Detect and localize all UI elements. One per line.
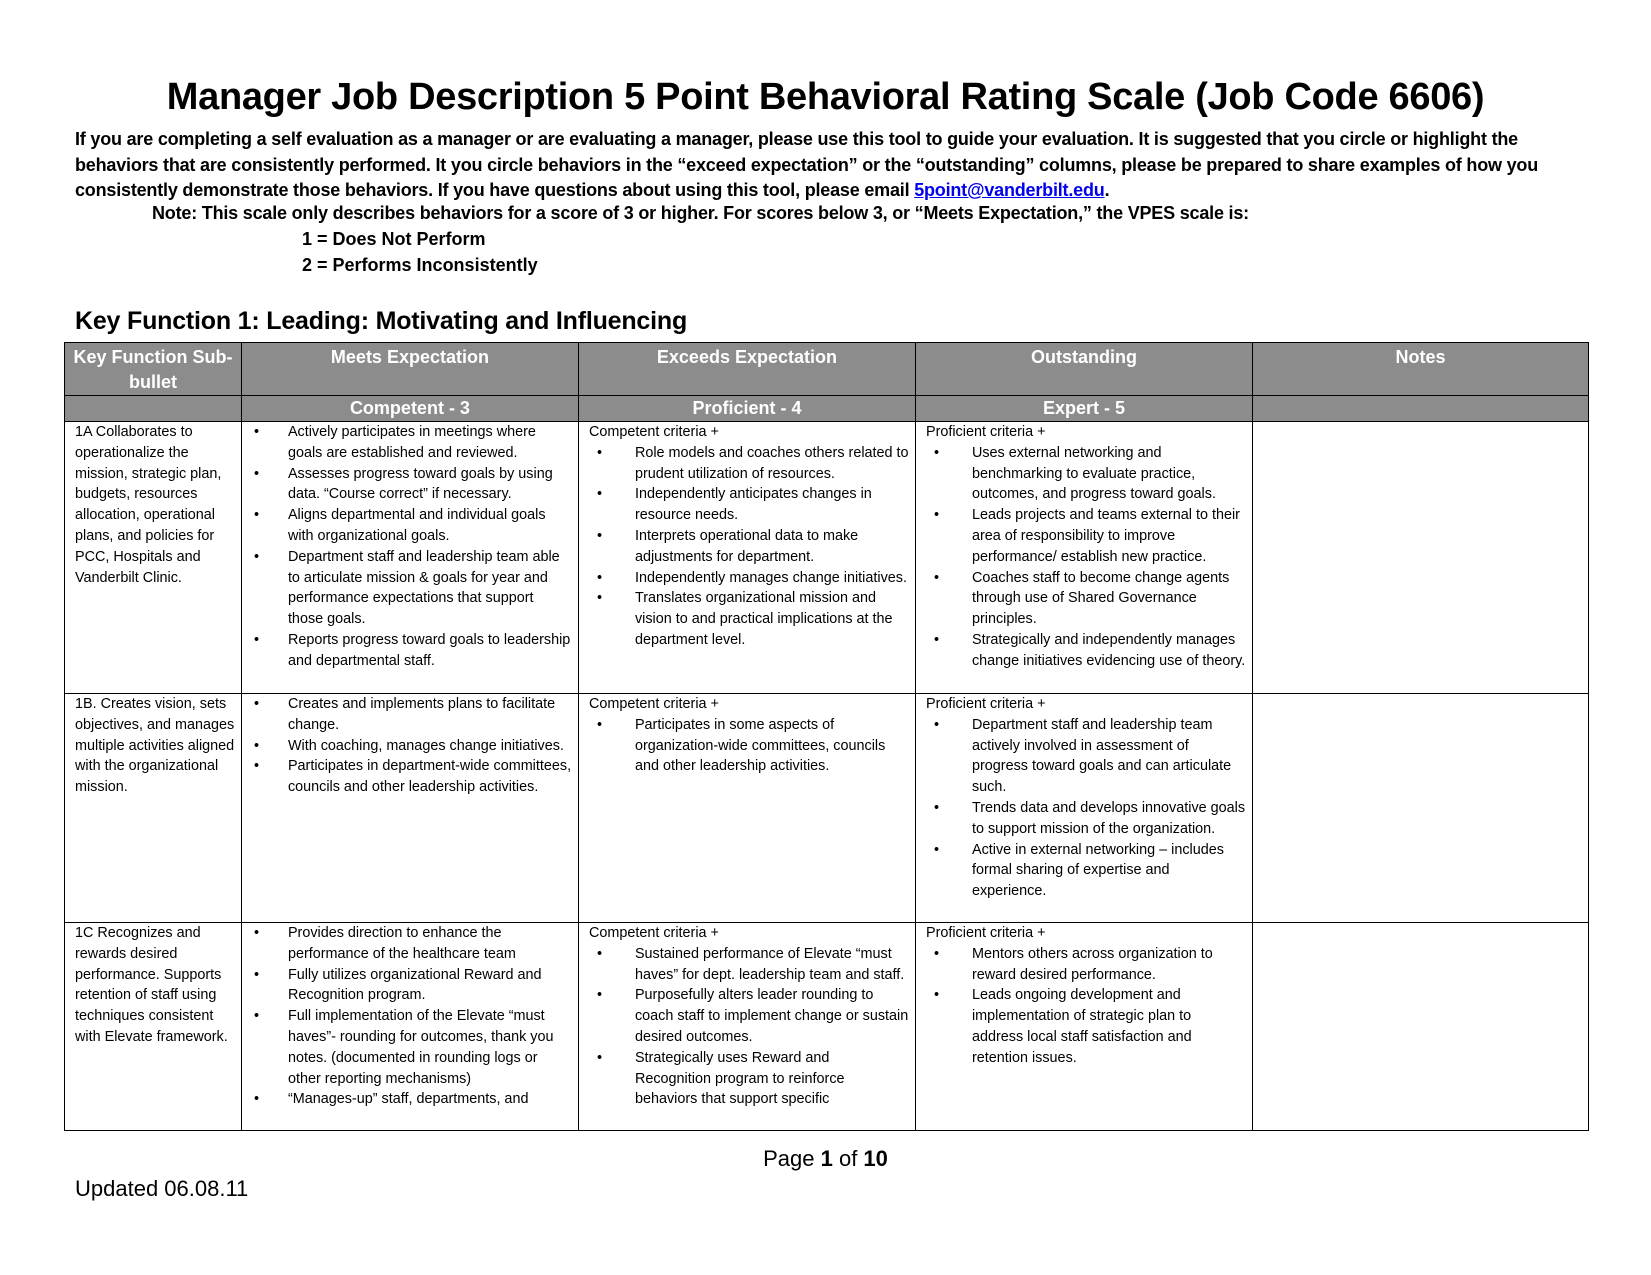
table-header-row <box>65 343 1589 396</box>
table-subheader-row <box>65 396 1589 422</box>
list-item: • Active in external networking – includes formal sharing of expertise and experience. <box>972 840 1246 902</box>
subheader-empty <box>65 396 242 422</box>
list-item: • Assesses progress toward goals by using data. “Course correct” if necessary. <box>288 464 572 506</box>
meets-cell <box>241 923 578 1131</box>
list-item: • Department staff and leadership team able to articulate mission & goals for year and performance expectations that support those goals. <box>288 547 572 630</box>
list-item: • “Manages-up” staff, departments, and <box>288 1089 572 1110</box>
subheader-competent: Competent - 3 <box>241 396 578 422</box>
document-title: Manager Job Description 5 Point Behavioral Rating Scale (Job Code 6606) <box>166 76 1485 118</box>
header-outstanding: Outstanding <box>915 343 1252 396</box>
meets-cell <box>241 422 578 694</box>
meets-cell <box>241 694 578 923</box>
function-cell: 1A Collaborates to operationalize the mission, strategic plan, budgets, resources allocation, operational plans, and policies for PCC, Hospitals and Vanderbilt Clinic. <box>65 422 242 694</box>
list-item: • Coaches staff to become change agents through use of Shared Governance principles. <box>972 568 1246 630</box>
page-total: 10 <box>863 1146 888 1171</box>
list-item: • Fully utilizes organizational Reward and Recognition program. <box>288 965 572 1007</box>
list-item: • Translates organizational mission and vision to and practical implications at the department level. <box>635 588 909 650</box>
criteria-lead: Proficient criteria + <box>925 696 1046 712</box>
exceeds-cell <box>578 923 915 1131</box>
list-item: • Department staff and leadership team actively involved in assessment of progress toward goals and can articulate such. <box>972 715 1246 798</box>
notes-cell[interactable] <box>1252 422 1588 694</box>
table-row <box>65 694 1589 923</box>
list-item: • Strategically uses Reward and Recognition program to reinforce behaviors that support specific <box>635 1048 909 1110</box>
table-row <box>65 422 1589 694</box>
list-item: • Provides direction to enhance the performance of the healthcare team <box>288 923 572 965</box>
notes-cell[interactable] <box>1252 694 1588 923</box>
criteria-lead: Proficient criteria + <box>925 925 1046 941</box>
function-cell: 1C Recognizes and rewards desired performance. Supports retention of staff using techniques consistent with Elevate framework. <box>65 923 242 1131</box>
list-item: • With coaching, manages change initiatives. <box>288 736 572 757</box>
criteria-lead: Competent criteria + <box>588 696 719 712</box>
subheader-expert: Expert - 5 <box>915 396 1252 422</box>
list-item: • Creates and implements plans to facilitate change. <box>288 694 572 736</box>
list-item: • Leads projects and teams external to their area of responsibility to improve performance/ establish new practice. <box>972 505 1246 567</box>
rating-table <box>64 342 1589 1131</box>
email-link[interactable]: 5point@vanderbilt.edu <box>914 180 1105 200</box>
list-item: • Purposefully alters leader rounding to coach staff to implement change or sustain desired outcomes. <box>635 985 909 1047</box>
criteria-lead: Proficient criteria + <box>925 424 1046 440</box>
subheader-proficient: Proficient - 4 <box>578 396 915 422</box>
list-item: • Independently manages change initiatives. <box>635 568 909 589</box>
outstanding-cell <box>915 923 1252 1131</box>
section-heading: Key Function 1: Leading: Motivating and Influencing <box>75 307 688 335</box>
scale-note: Note: This scale only describes behaviors for a score of 3 or higher. For scores below 3, or “Meets Expectation,” the VPES scale is: <box>152 203 1249 223</box>
list-item: • Aligns departmental and individual goals with organizational goals. <box>288 505 572 547</box>
header-meets: Meets Expectation <box>241 343 578 396</box>
header-key-function: Key Function Sub-bullet <box>65 343 242 396</box>
intro-text: If you are completing a self evaluation as a manager or are evaluating a manager, please use this tool to guide your evaluation. It is suggested that you circle or highlight the behaviors that are consistently performed. It you circle behaviors in the “exceed expectation” or the “outstanding” columns, please be prepared to share examples of how you consistently demonstrate those behaviors. If you have questions about using this tool, please email <box>75 129 1538 200</box>
list-item: • Role models and coaches others related to prudent utilization of resources. <box>635 443 909 485</box>
header-notes: Notes <box>1252 343 1588 396</box>
list-item: • Reports progress toward goals to leadership and departmental staff. <box>288 630 572 672</box>
updated-date: Updated 06.08.11 <box>75 1176 249 1201</box>
criteria-lead: Competent criteria + <box>588 925 719 941</box>
scale-item-2: 2 = Performs Inconsistently <box>302 255 538 275</box>
list-item: • Actively participates in meetings where goals are established and reviewed. <box>288 422 572 464</box>
criteria-lead: Competent criteria + <box>588 424 719 440</box>
list-item: • Participates in department-wide committees, councils and other leadership activities. <box>288 756 572 798</box>
list-item: • Participates in some aspects of organization-wide committees, councils and other leadership activities. <box>635 715 909 777</box>
list-item: • Full implementation of the Elevate “must haves”- rounding for outcomes, thank you notes. (documented in rounding logs or other reporting mechanisms) <box>288 1006 572 1089</box>
list-item: • Leads ongoing development and implementation of strategic plan to address local staff satisfaction and retention issues. <box>972 985 1246 1068</box>
list-item: • Strategically and independently manages change initiatives evidencing use of theory. <box>972 630 1246 672</box>
exceeds-cell <box>578 694 915 923</box>
scale-item-1: 1 = Does Not Perform <box>302 229 486 249</box>
subheader-notes <box>1252 396 1588 422</box>
page-number <box>0 1146 1651 1172</box>
table-row <box>65 923 1589 1131</box>
list-item: • Sustained performance of Elevate “must haves” for dept. leadership team and staff. <box>635 944 909 986</box>
page-current: 1 <box>820 1146 833 1171</box>
exceeds-cell <box>578 422 915 694</box>
list-item: • Independently anticipates changes in resource needs. <box>635 484 909 526</box>
page-prefix: Page <box>763 1146 821 1171</box>
notes-cell[interactable] <box>1252 923 1588 1131</box>
intro-paragraph <box>75 127 1585 204</box>
outstanding-cell <box>915 694 1252 923</box>
list-item: • Trends data and develops innovative goals to support mission of the organization. <box>972 798 1246 840</box>
list-item: • Uses external networking and benchmarking to evaluate practice, outcomes, and progress toward goals. <box>972 443 1246 505</box>
list-item: • Interprets operational data to make adjustments for department. <box>635 526 909 568</box>
list-item: • Mentors others across organization to reward desired performance. <box>972 944 1246 986</box>
intro-text-end: . <box>1104 180 1110 200</box>
header-exceeds: Exceeds Expectation <box>578 343 915 396</box>
page-middle: of <box>832 1146 864 1171</box>
function-cell: 1B. Creates vision, sets objectives, and manages multiple activities aligned with the organizational mission. <box>65 694 242 923</box>
outstanding-cell <box>915 422 1252 694</box>
